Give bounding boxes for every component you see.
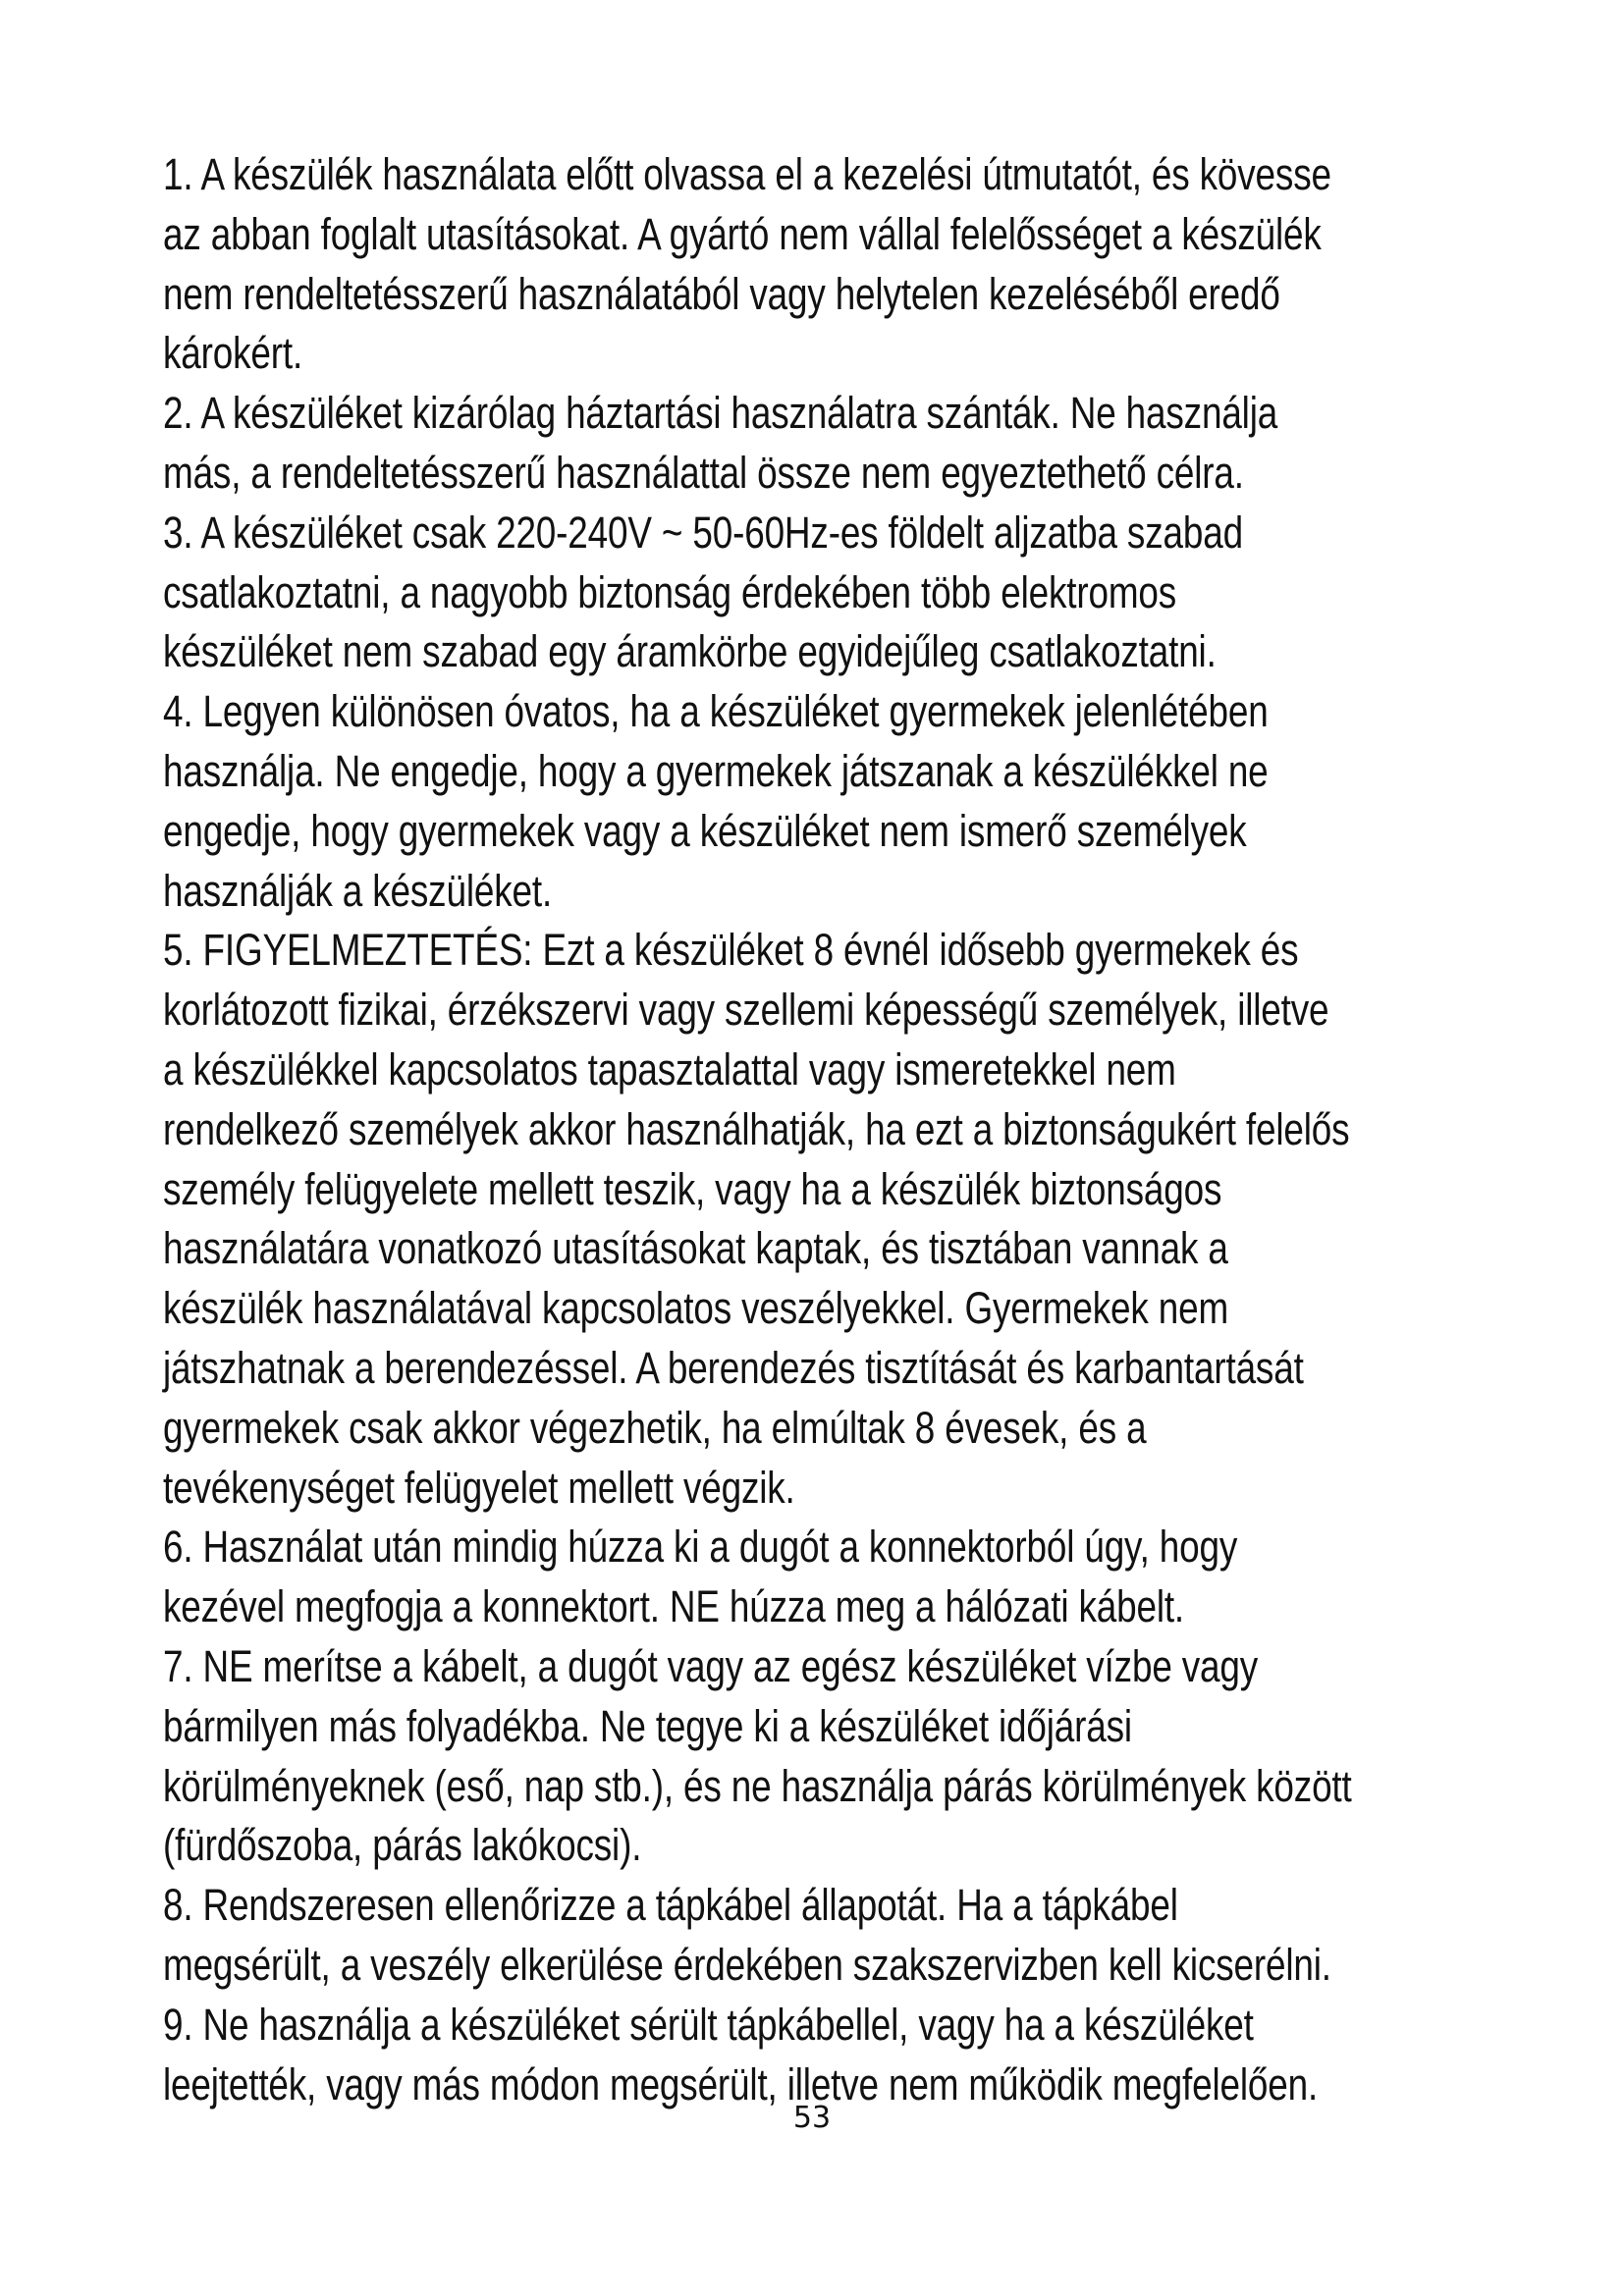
text-line: 2. A készüléket kizárólag háztartási használatra szánták. Ne használja [163, 388, 1278, 439]
text-line: 8. Rendszeresen ellenőrizze a tápkábel állapotát. Ha a tápkábel [163, 1880, 1178, 1931]
text-line: játszhatnak a berendezéssel. A berendezés tisztítását és karbantartását [163, 1342, 1304, 1393]
text-line: használja. Ne engedje, hogy a gyermekek játszanak a készülékkel ne [163, 745, 1269, 796]
text-line: készülék használatával kapcsolatos veszélyekkel. Gyermekek nem [163, 1283, 1229, 1334]
text-line: csatlakoztatni, a nagyobb biztonság érdekében több elektromos [163, 566, 1177, 617]
text-line: kezével megfogja a konnektort. NE húzza meg a hálózati kábelt. [163, 1581, 1185, 1632]
text-line: az abban foglalt utasításokat. A gyártó nem vállal felelősséget a készülék [163, 208, 1322, 259]
text-line: 7. NE merítse a kábelt, a dugót vagy az egész készüléket vízbe vagy [163, 1640, 1259, 1691]
text-line: a készülékkel kapcsolatos tapasztalattal vagy ismeretekkel nem [163, 1043, 1176, 1095]
text-line: 6. Használat után mindig húzza ki a dugót a konnektorból úgy, hogy [163, 1522, 1238, 1573]
text-line: károkért. [163, 328, 303, 379]
text-line: használják a készüléket. [163, 865, 553, 916]
text-line: készüléket nem szabad egy áramkörbe egyidejűleg csatlakoztatni. [163, 626, 1217, 677]
page-number: 53 [792, 2101, 832, 2135]
text-line: 5. FIGYELMEZTETÉS: Ezt a készüléket 8 évnél idősebb gyermekek és [163, 925, 1299, 976]
text-line: 9. Ne használja a készüléket sérült tápkábellel, vagy ha a készüléket [163, 1999, 1254, 2050]
text-line: megsérült, a veszély elkerülése érdekében szakszervizben kell kicserélni. [163, 1939, 1331, 1990]
text-line: 3. A készüléket csak 220-240V ~ 50-60Hz-es földelt aljzatba szabad [163, 507, 1243, 558]
safety-instructions-body [163, 145, 1352, 2114]
text-line: bármilyen más folyadékba. Ne tegye ki a készüléket időjárási [163, 1700, 1132, 1751]
text-line: rendelkező személyek akkor használhatják, ha ezt a biztonságukért felelős [163, 1103, 1350, 1154]
text-line: 4. Legyen különösen óvatos, ha a készüléket gyermekek jelenlétében [163, 686, 1269, 737]
text-line: leejtették, vagy más módon megsérült, illetve nem működik megfelelően. [163, 2058, 1319, 2109]
text-line: körülményeknek (eső, nap stb.), és ne használja párás körülmények között [163, 1760, 1352, 1811]
text-line: tevékenységet felügyelet mellett végzik. [163, 1462, 795, 1513]
text-line: korlátozott fizikai, érzékszervi vagy szellemi képességű személyek, illetve [163, 985, 1329, 1036]
text-line: használatára vonatkozó utasításokat kaptak, és tisztában vannak a [163, 1223, 1228, 1274]
text-line: nem rendeltetésszerű használatából vagy helytelen kezeléséből eredő [163, 268, 1280, 319]
text-line: 1. A készülék használata előtt olvassa el a kezelési útmutatót, és kövesse [163, 149, 1331, 199]
text-line: engedje, hogy gyermekek vagy a készüléket nem ismerő személyek [163, 805, 1247, 856]
text-line: más, a rendeltetésszerű használattal össze nem egyeztethető célra. [163, 447, 1244, 498]
text-line: gyermekek csak akkor végezhetik, ha elmúltak 8 évesek, és a [163, 1402, 1147, 1453]
text-line: (fürdőszoba, párás lakókocsi). [163, 1820, 642, 1871]
text-line: személy felügyelete mellett teszik, vagy ha a készülék biztonságos [163, 1163, 1222, 1214]
